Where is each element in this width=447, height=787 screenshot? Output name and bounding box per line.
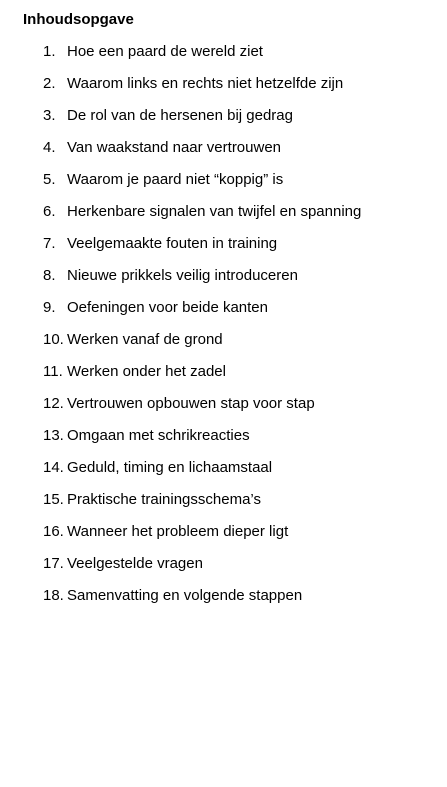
toc-item-number: 2.: [43, 75, 56, 92]
toc-item-number: 1.: [43, 43, 56, 60]
toc-item-label: Wanneer het probleem dieper ligt: [67, 523, 289, 540]
toc-item-number: 3.: [43, 107, 56, 124]
toc-item-number: 12.: [43, 395, 64, 412]
toc-item-label: Hoe een paard de wereld ziet: [67, 43, 263, 60]
toc-item-label: Oefeningen voor beide kanten: [67, 299, 268, 316]
toc-item: [23, 267, 433, 299]
toc-item-number: 13.: [43, 427, 64, 444]
toc-item-number: 5.: [43, 171, 56, 188]
toc-item: [23, 491, 433, 523]
toc-item-number: 16.: [43, 523, 64, 540]
toc-item-label: Werken vanaf de grond: [67, 331, 223, 348]
toc-item: [23, 235, 433, 267]
toc-item: [23, 363, 433, 395]
toc-item: [23, 395, 433, 427]
toc-item-number: 15.: [43, 491, 64, 508]
toc-item: [23, 107, 433, 139]
toc-item-label: Veelgemaakte fouten in training: [67, 235, 278, 252]
toc-item-label: Herkenbare signalen van twijfel en spanning: [67, 203, 362, 220]
toc-item-number: 10.: [43, 331, 64, 348]
toc-item-number: 7.: [43, 235, 56, 252]
toc-item-label: Waarom links en rechts niet hetzelfde zijn: [67, 75, 344, 92]
table-of-contents: [23, 11, 433, 619]
toc-item-number: 18.: [43, 587, 64, 604]
toc-item: [23, 203, 433, 235]
toc-item-label: Geduld, timing en lichaamstaal: [67, 459, 273, 476]
toc-item-number: 4.: [43, 139, 56, 156]
toc-item-label: Samenvatting en volgende stappen: [67, 587, 303, 604]
toc-item: [23, 427, 433, 459]
toc-item-number: 6.: [43, 203, 56, 220]
toc-item-label: Werken onder het zadel: [67, 363, 226, 380]
toc-item: [23, 75, 433, 107]
toc-item: [23, 299, 433, 331]
toc-item: [23, 331, 433, 363]
toc-item-number: 9.: [43, 299, 56, 316]
toc-item: [23, 459, 433, 491]
toc-item: [23, 587, 433, 619]
toc-list: [23, 43, 433, 619]
toc-item-label: Veelgestelde vragen: [67, 555, 203, 572]
toc-item: [23, 523, 433, 555]
toc-item-label: Vertrouwen opbouwen stap voor stap: [67, 395, 315, 412]
toc-item-label: Waarom je paard niet “koppig” is: [67, 171, 284, 188]
toc-item-label: Nieuwe prikkels veilig introduceren: [67, 267, 298, 284]
toc-title: Inhoudsopgave: [23, 11, 134, 28]
toc-item-label: De rol van de hersenen bij gedrag: [67, 107, 293, 124]
toc-item: [23, 43, 433, 75]
toc-item-label: Praktische trainingsschema’s: [67, 491, 261, 508]
toc-item-number: 11.: [43, 363, 63, 380]
toc-item-number: 8.: [43, 267, 56, 284]
toc-item: [23, 139, 433, 171]
toc-item-number: 14.: [43, 459, 64, 476]
toc-item: [23, 555, 433, 587]
toc-item-number: 17.: [43, 555, 64, 572]
toc-item-label: Van waakstand naar vertrouwen: [67, 139, 282, 156]
toc-item-label: Omgaan met schrikreacties: [67, 427, 250, 444]
toc-item: [23, 171, 433, 203]
